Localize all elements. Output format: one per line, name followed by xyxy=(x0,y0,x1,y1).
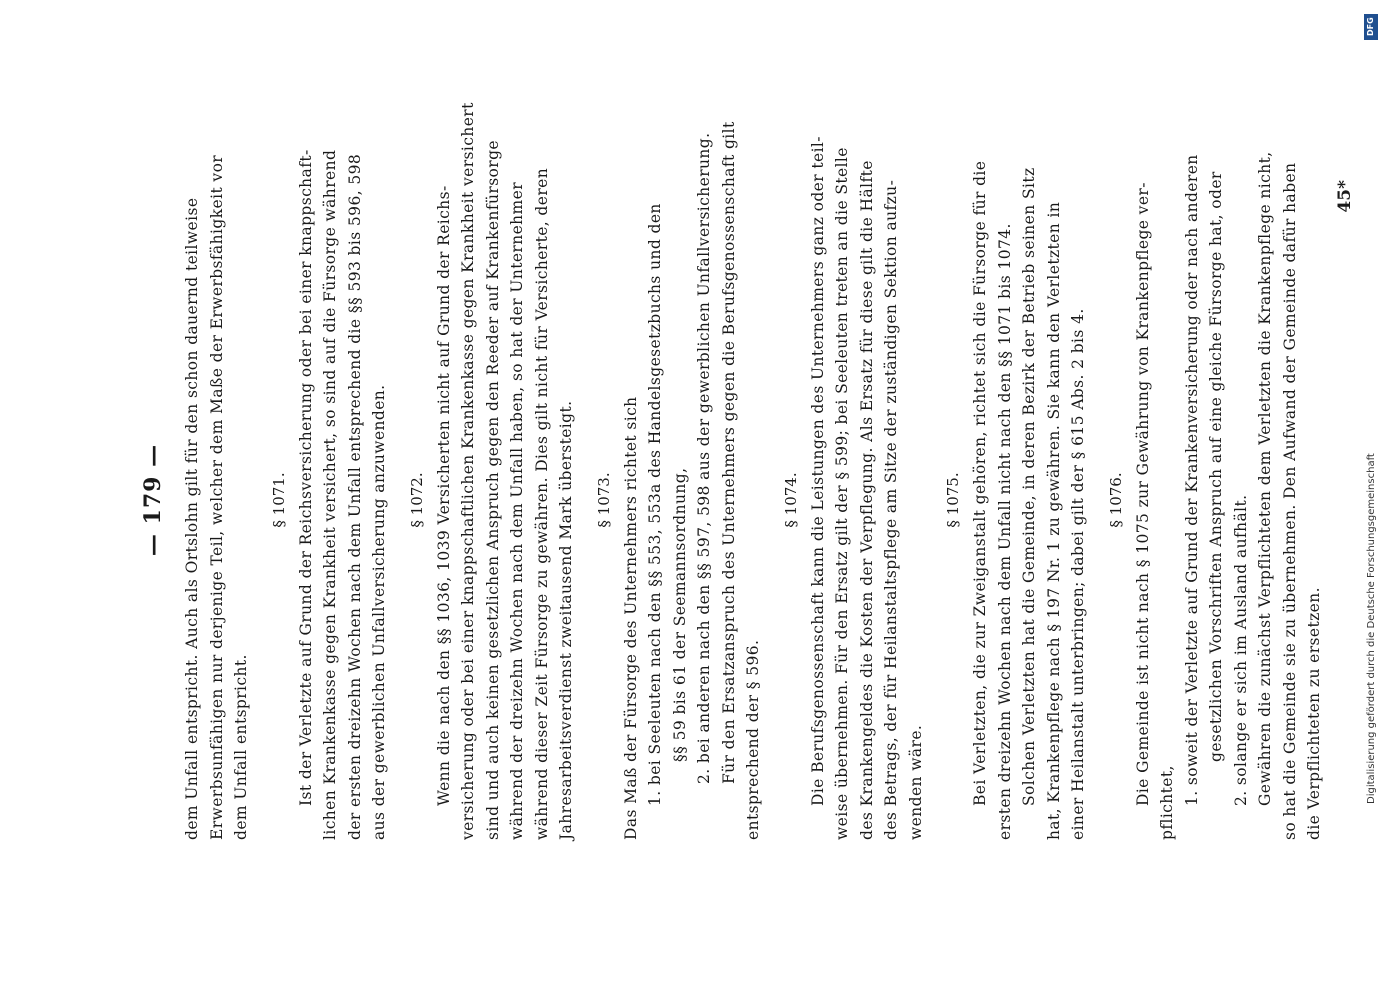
text-line: Bei Verletzten, die zur Zweiganstalt gehören, richtet sich die Fürsorge für die xyxy=(971,160,989,806)
text-line: Ist der Verletzte auf Grund der Reichsversicherung oder bei einer knappschaft- xyxy=(296,149,315,806)
list-item: 2. bei anderen nach den §§ 597, 598 aus der gewerblichen Unfallversicherung. xyxy=(695,132,713,784)
text-line: Solchen Verletzten hat die Gemeinde, in deren Bezirk der Betrieb seinen Sitz xyxy=(1020,167,1038,806)
text-line: entsprechend der § 596. xyxy=(744,639,762,840)
text-line: während dieser Zeit Fürsorge zu gewähren. Dies gilt nicht für Versicherte, deren xyxy=(532,167,551,840)
section-heading-1072: § 1072. xyxy=(407,472,426,528)
dfg-logo: DFG xyxy=(1364,14,1378,40)
digitization-attribution xyxy=(1366,14,1376,994)
text-line: Wenn die nach den §§ 1036, 1039 Versicherten nicht auf Grund der Reichs- xyxy=(434,185,453,806)
text-line: versicherung oder bei einer knappschaftlichen Krankenkasse gegen Krankheit versichert xyxy=(459,102,477,840)
text-line: des Betrags, der für Heilanstaltspflege am Sitze der zuständigen Sektion aufzu- xyxy=(882,179,900,840)
text-line: wenden wäre. xyxy=(906,724,925,840)
text-line: einer Heilanstalt unterbringen; dabei gilt der § 615 Abs. 2 bis 4. xyxy=(1069,308,1087,840)
text-line: die Verpflichteten zu ersetzen. xyxy=(1305,587,1323,840)
section-heading-1071: § 1071. xyxy=(269,472,288,528)
section-heading-1074: § 1074. xyxy=(781,472,800,528)
text-line: ersten dreizehn Wochen nach dem Unfall nicht nach den §§ 1071 bis 1074. xyxy=(995,223,1014,840)
text-line: Für den Ersatzanspruch des Unternehmers gegen die Berufsgenossenschaft gilt xyxy=(719,121,738,784)
text-line: sind und auch keinen gesetzlichen Anspruch gegen den Reeder auf Krankenfürsorge xyxy=(483,140,502,840)
attribution-text: Digitalisierung gefördert durch die Deutsche Forschungsgemeinschaft xyxy=(1366,453,1377,804)
list-item: 1. soweit der Verletzte auf Grund der Krankenversicherung oder nach anderen xyxy=(1182,154,1201,806)
rotated-document-page xyxy=(140,102,1355,840)
text-line: gesetzlichen Vorschriften Anspruch auf eine gleiche Fürsorge hat, oder xyxy=(1207,171,1225,762)
text-line: Die Berufsgenossenschaft kann die Leistungen des Unternehmers ganz oder teil- xyxy=(808,136,827,806)
text-line: weise übernehmen. Für den Ersatz gilt der § 599; bei Seeleuten treten an die Stelle xyxy=(833,147,851,840)
text-line: dem Unfall entspricht. Auch als Ortslohn gilt für den schon dauernd teilweise xyxy=(183,197,201,840)
text-line: so hat die Gemeinde sie zu übernehmen. Den Aufwand der Gemeinde dafür haben xyxy=(1280,162,1299,840)
text-line: hat, Krankenpflege nach § 197 Nr. 1 zu gewähren. Sie kann den Verletzten in xyxy=(1044,201,1063,840)
section-heading-1075: § 1075. xyxy=(944,472,962,528)
text-line: Die Gemeinde ist nicht nach § 1075 zur Gewährung von Krankenpflege ver- xyxy=(1133,182,1152,806)
text-line: Das Maß der Fürsorge des Unternehmers richtet sich xyxy=(621,396,640,840)
text-line: Erwerbsunfähigen nur derjenige Teil, welcher dem Maße der Erwerbsfähigkeit vor xyxy=(207,154,226,840)
text-line: des Krankengeldes die Kosten der Verpflegung. Als Ersatz für diese gilt die Hälfte xyxy=(857,160,876,840)
list-item: 2. solange er sich im Ausland aufhält. xyxy=(1231,494,1250,806)
section-heading-1076: § 1076. xyxy=(1106,472,1125,528)
page-footer-mark: 45* xyxy=(1334,180,1355,213)
text-line: lichen Krankenkasse gegen Krankheit versichert, so sind auf die Fürsorge während xyxy=(321,149,339,840)
text-line: Jahresarbeitsverdienst zweitausend Mark übersteigt. xyxy=(557,400,575,840)
text-line: §§ 59 bis 61 der Seemannsordnung, xyxy=(670,467,689,762)
text-line: dem Unfall entspricht. xyxy=(232,654,250,840)
text-line: Gewähren die zunächst Verpflichteten dem Verletzten die Krankenpflege nicht, xyxy=(1256,151,1274,806)
section-heading-1073: § 1073. xyxy=(594,472,613,528)
text-line: pflichtet, xyxy=(1158,765,1176,840)
page-header: — 179 — xyxy=(140,443,166,557)
text-line: aus der gewerblichen Unfallversicherung anzuwenden. xyxy=(370,384,388,840)
text-line: während der dreizehn Wochen nach dem Unfall haben, so hat der Unternehmer xyxy=(508,181,526,840)
list-item: 1. bei Seeleuten nach den §§ 553, 553a des Handelsgesetzbuchs und den xyxy=(646,203,664,806)
text-line: der ersten dreizehn Wochen nach dem Unfall entsprechend die §§ 593 bis 596, 598 xyxy=(345,153,364,840)
